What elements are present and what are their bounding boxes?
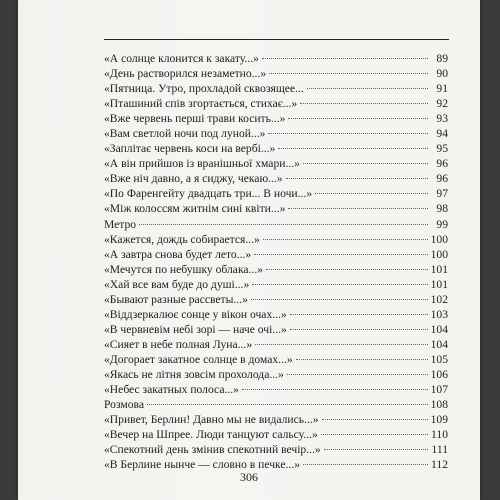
toc-entry [104,96,448,111]
toc-entry-page: 101 [430,277,448,291]
toc-entry-title: «Вечер на Шпрее. Люди танцуют сальсу...» [104,428,318,442]
dot-leader [255,344,428,345]
toc-entry [104,307,448,322]
toc-entry-page: 90 [436,67,448,81]
toc-entry-page: 102 [430,292,448,306]
dot-leader [147,404,428,405]
dot-leader [307,88,428,89]
toc-entry-page: 94 [436,127,448,141]
toc-entry-title: «Бывают разные рассветы...» [104,292,248,306]
dot-leader [254,254,428,255]
toc-entry [104,322,448,337]
dot-leader [278,148,428,149]
toc-entry [104,292,448,307]
toc-entry-title: Розмова [104,398,144,412]
toc-entry [104,337,448,352]
toc-entry-title: «Вже ніч давно, а я сиджу, чекаю...» [104,172,283,186]
toc-entry-title: «Догорает закатное солнце в домах...» [104,352,293,366]
toc-entry-page: 108 [430,398,448,412]
dot-leader [269,73,428,74]
dot-leader [300,103,428,104]
toc-entry [104,412,448,427]
toc-entry-title: «А солнце клонится к закату...» [104,52,259,65]
dot-leader [290,314,428,315]
toc-entry [104,141,448,156]
dot-leader [263,239,428,240]
toc-entry-page: 103 [430,307,448,321]
toc-entry [104,382,448,397]
toc-entry-page: 97 [436,187,448,201]
toc-entry-page: 96 [436,157,448,171]
toc-entry-title: «Небес закатных полоса...» [104,383,239,397]
toc-entry-page: 105 [430,352,448,366]
toc-entry [104,81,448,96]
toc-entry [104,397,448,412]
toc-entry [104,367,448,382]
toc-entry-title: «В Берлине нынче — словно в печке...» [104,458,301,472]
toc-entry-title: «По Фаренгейту двадцать три... В ночи...» [104,187,313,201]
toc-entry-page: 101 [430,262,448,276]
toc-entry-page: 107 [430,383,448,397]
toc-entry [104,201,448,216]
book-page [18,0,480,500]
toc-entry [104,277,448,292]
toc-entry-page: 96 [436,172,448,186]
dot-leader [288,208,428,209]
toc-entry-page: 104 [430,337,448,351]
toc-entry-page: 100 [430,232,448,246]
toc-entry-page: 99 [436,217,448,231]
toc-entry [104,247,448,262]
toc-entry-page: 92 [436,97,448,111]
toc-entry-title: «Спекотний день змінив спекотний вечір...» [104,443,321,457]
dot-leader [322,419,428,420]
toc-entry-page: 112 [431,458,448,472]
toc-entry-title: «Вам светлой ночи под луной...» [104,127,266,141]
toc-entry-page: 98 [436,202,448,216]
toc-entry-page: 91 [436,82,448,96]
toc-entry-title: «А завтра снова будет лето...» [104,247,252,261]
toc-entry-page: 104 [430,322,448,336]
toc-entry-page: 111 [431,443,448,457]
toc-entry-title: «Привет, Берлин! Давно мы не видались...» [104,413,319,427]
dot-leader [296,359,428,360]
toc-entry-title: «В червневім небі зорі — наче очі...» [104,322,287,336]
toc-entry-page: 89 [436,52,448,65]
page-number: 306 [240,470,258,484]
toc-entry-page: 95 [436,142,448,156]
dot-leader [287,374,428,375]
table-of-contents [104,51,448,472]
toc-entry-title: «День растворился незаметно...» [104,67,267,81]
dot-leader [266,269,428,270]
toc-entry-page: 106 [430,367,448,381]
dot-leader [288,118,428,119]
dot-leader [315,193,428,194]
toc-entry-page: 110 [431,428,448,442]
toc-entry-title: «Віддзеркалює сонце у вікон очах...» [104,307,287,321]
toc-entry-page: 93 [436,112,448,126]
toc-entry-title: «А він прийшов із вранішньої хмари...» [104,157,300,171]
dot-leader [286,178,428,179]
toc-entry-title: «Мечутся по небушку облака...» [104,262,264,276]
dot-leader [303,163,428,164]
dot-leader [268,133,428,134]
toc-entry-title: Метро [104,217,137,231]
toc-entry [104,111,448,126]
dot-leader [303,464,428,465]
toc-entry-title: «Пташиний спів згортається, стихає...» [104,97,298,111]
toc-entry [104,66,448,81]
dot-leader [262,58,428,59]
toc-entry-title: «Пятница. Утро, прохладой сквозящее... [104,82,304,96]
toc-entry [104,126,448,141]
toc-entry-title: «Якась не літня зовсім прохолода...» [104,367,284,381]
dot-leader [324,449,428,450]
toc-entry-title: «Хай все вам буде до душі...» [104,277,250,291]
toc-entry [104,352,448,367]
dot-leader [290,329,428,330]
dot-leader [251,299,428,300]
toc-entry-page: 100 [430,247,448,261]
toc-entry-title: «Вже червень перші трави косить...» [104,112,286,126]
header-rule [104,39,449,40]
dot-leader [242,389,428,390]
dot-leader [252,284,428,285]
toc-entry [104,442,448,457]
toc-entry-page: 109 [430,413,448,427]
toc-entry [104,427,448,442]
toc-entry [104,156,448,171]
dot-leader [139,224,428,225]
toc-entry [104,51,448,66]
toc-entry-title: «Кажется, дождь собирается...» [104,232,260,246]
toc-entry [104,262,448,277]
toc-entry [104,186,448,201]
toc-entry-title: «Сияет в небе полная Луна...» [104,337,253,351]
toc-entry-title: «Заплітає червень коси на вербі...» [104,142,276,156]
dot-leader [321,434,428,435]
toc-entry [104,171,448,186]
toc-entry-title: «Між колоссям житнім сині квіти...» [104,202,286,216]
toc-entry [104,232,448,247]
toc-entry [104,217,448,232]
